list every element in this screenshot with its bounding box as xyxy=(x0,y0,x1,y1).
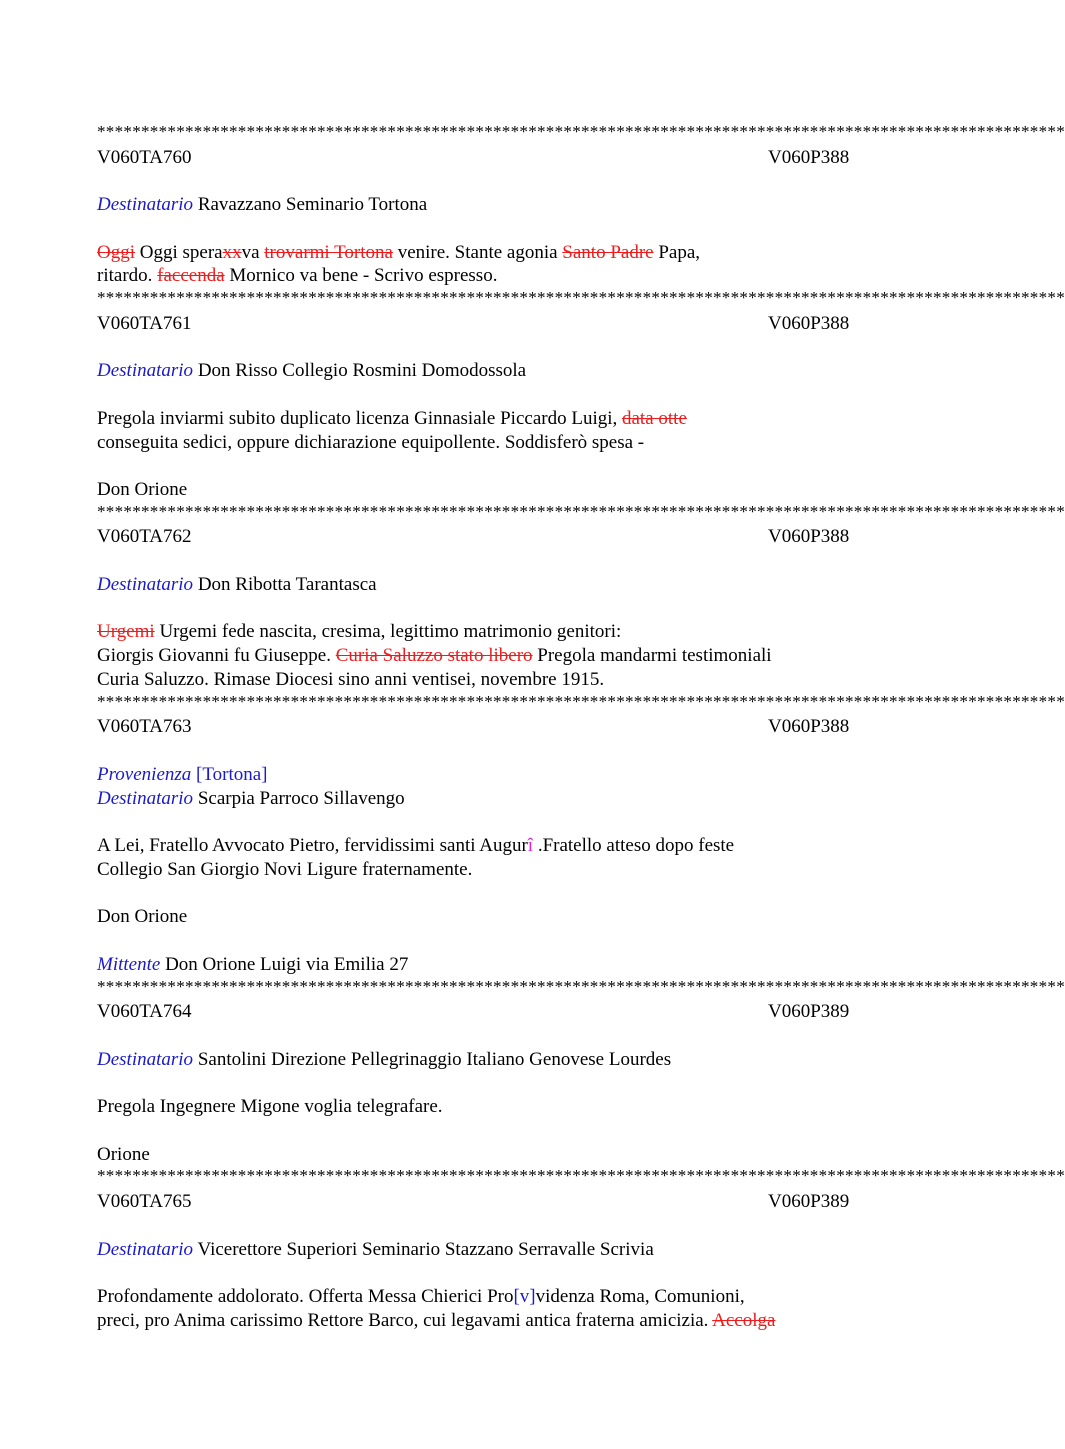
body-text: venire. Stante agonia xyxy=(392,242,563,263)
signature: Don Orione xyxy=(97,479,188,500)
sender-text: Don Orione Luigi via Emilia 27 xyxy=(165,954,409,975)
body-text: Oggi spera xyxy=(135,242,223,263)
recipient-line xyxy=(97,193,427,217)
deleted-text: faccenda xyxy=(157,265,225,286)
body-line xyxy=(97,1285,745,1309)
recipient-text: Santolini Direzione Pellegrinaggio Italiano Genovese Lourdes xyxy=(197,1049,672,1070)
separator-line: ************************************************************************************************************** xyxy=(97,1166,1065,1185)
separator-line: ************************************************************************************************************** xyxy=(97,122,1065,141)
page-code: V060P388 xyxy=(768,313,850,334)
body-text: Pregola mandarmi testimoniali xyxy=(532,645,772,666)
separator-line: ************************************************************************************************************** xyxy=(97,977,1065,996)
page-code: V060P388 xyxy=(768,716,850,737)
deleted-text: Accolga xyxy=(712,1310,776,1331)
signature: Don Orione xyxy=(97,906,188,927)
body-line xyxy=(97,644,772,668)
body-line: Pregola Ingegnere Migone voglia telegrafare. xyxy=(97,1096,443,1117)
record-id: V060TA762 xyxy=(97,526,192,547)
body-text: ritardo. xyxy=(97,265,158,286)
record-id: V060TA760 xyxy=(97,147,192,168)
recipient-text: Don Risso Collegio Rosmini Domodossola xyxy=(197,360,527,381)
page-code: V060P389 xyxy=(768,1191,850,1212)
body-text: Papa, xyxy=(653,242,701,263)
sender-label: Mittente xyxy=(97,954,161,975)
editorial-insert: [v] xyxy=(513,1286,536,1307)
recipient-label: Destinatario xyxy=(97,788,194,809)
signature: Orione xyxy=(97,1144,150,1165)
sender-line xyxy=(97,953,408,977)
separator-line: ************************************************************************************************************** xyxy=(97,692,1065,711)
deleted-text: trovarmi Tortona xyxy=(264,242,393,263)
body-line: Curia Saluzzo. Rimase Diocesi sino anni ventisei, novembre 1915. xyxy=(97,669,605,690)
recipient-text: Ravazzano Seminario Tortona xyxy=(197,194,428,215)
recipient-line xyxy=(97,573,377,597)
body-text: va xyxy=(241,242,265,263)
body-text: videnza Roma, Comunioni, xyxy=(535,1286,745,1307)
deleted-text: Santo Padre xyxy=(562,242,654,263)
origin-text: [Tortona] xyxy=(196,764,268,785)
uncertain-char: î xyxy=(527,835,534,856)
body-text: Mornico va bene - Scrivo espresso. xyxy=(224,265,498,286)
record-id: V060TA763 xyxy=(97,716,192,737)
body-line xyxy=(97,264,497,288)
deleted-text: Urgemi xyxy=(97,621,155,642)
recipient-text: Don Ribotta Tarantasca xyxy=(197,574,377,595)
record-id: V060TA765 xyxy=(97,1191,192,1212)
body-text: Urgemi fede nascita, cresima, legittimo matrimonio genitori: xyxy=(154,621,622,642)
separator-line: ************************************************************************************************************** xyxy=(97,502,1065,521)
body-line: conseguita sedici, oppure dichiarazione equipollente. Soddisferò spesa - xyxy=(97,432,645,453)
recipient-line xyxy=(97,359,526,383)
page-code: V060P388 xyxy=(768,147,850,168)
body-text: preci, pro Anima carissimo Rettore Barco, cui legavami antica fraterna amicizia. xyxy=(97,1310,713,1331)
record-id: V060TA761 xyxy=(97,313,192,334)
body-text: A Lei, Fratello Avvocato Pietro, fervidissimi santi Augur xyxy=(97,835,528,856)
recipient-label: Destinatario xyxy=(97,194,194,215)
recipient-label: Destinatario xyxy=(97,1049,194,1070)
body-line xyxy=(97,241,700,265)
separator-line: ************************************************************************************************************** xyxy=(97,288,1065,307)
body-line xyxy=(97,1309,775,1333)
recipient-line xyxy=(97,1238,654,1262)
body-text: Profondamente addolorato. Offerta Messa Chierici Pro xyxy=(97,1286,514,1307)
body-text: Pregola inviarmi subito duplicato licenza Ginnasiale Piccardo Luigi, xyxy=(97,408,622,429)
body-line: Collegio San Giorgio Novi Ligure fraternamente. xyxy=(97,859,473,880)
deleted-text: xx xyxy=(222,242,242,263)
origin-line xyxy=(97,763,268,787)
recipient-line xyxy=(97,787,405,811)
recipient-line xyxy=(97,1048,671,1072)
recipient-text: Scarpia Parroco Sillavengo xyxy=(197,788,405,809)
body-line xyxy=(97,834,734,858)
deleted-text: Curia Saluzzo stato libero xyxy=(335,645,533,666)
body-text: .Fratello atteso dopo feste xyxy=(533,835,735,856)
deleted-text: Oggi xyxy=(97,242,135,263)
page-code: V060P388 xyxy=(768,526,850,547)
body-line xyxy=(97,620,621,644)
recipient-label: Destinatario xyxy=(97,574,194,595)
body-text: Giorgis Giovanni fu Giuseppe. xyxy=(97,645,336,666)
recipient-label: Destinatario xyxy=(97,360,194,381)
recipient-text: Vicerettore Superiori Seminario Stazzano Serravalle Scrivia xyxy=(197,1239,654,1260)
record-id: V060TA764 xyxy=(97,1001,192,1022)
body-line xyxy=(97,407,687,431)
deleted-text: data otte xyxy=(622,408,687,429)
recipient-label: Destinatario xyxy=(97,1239,194,1260)
origin-label: Provenienza xyxy=(97,764,192,785)
page-code: V060P389 xyxy=(768,1001,850,1022)
